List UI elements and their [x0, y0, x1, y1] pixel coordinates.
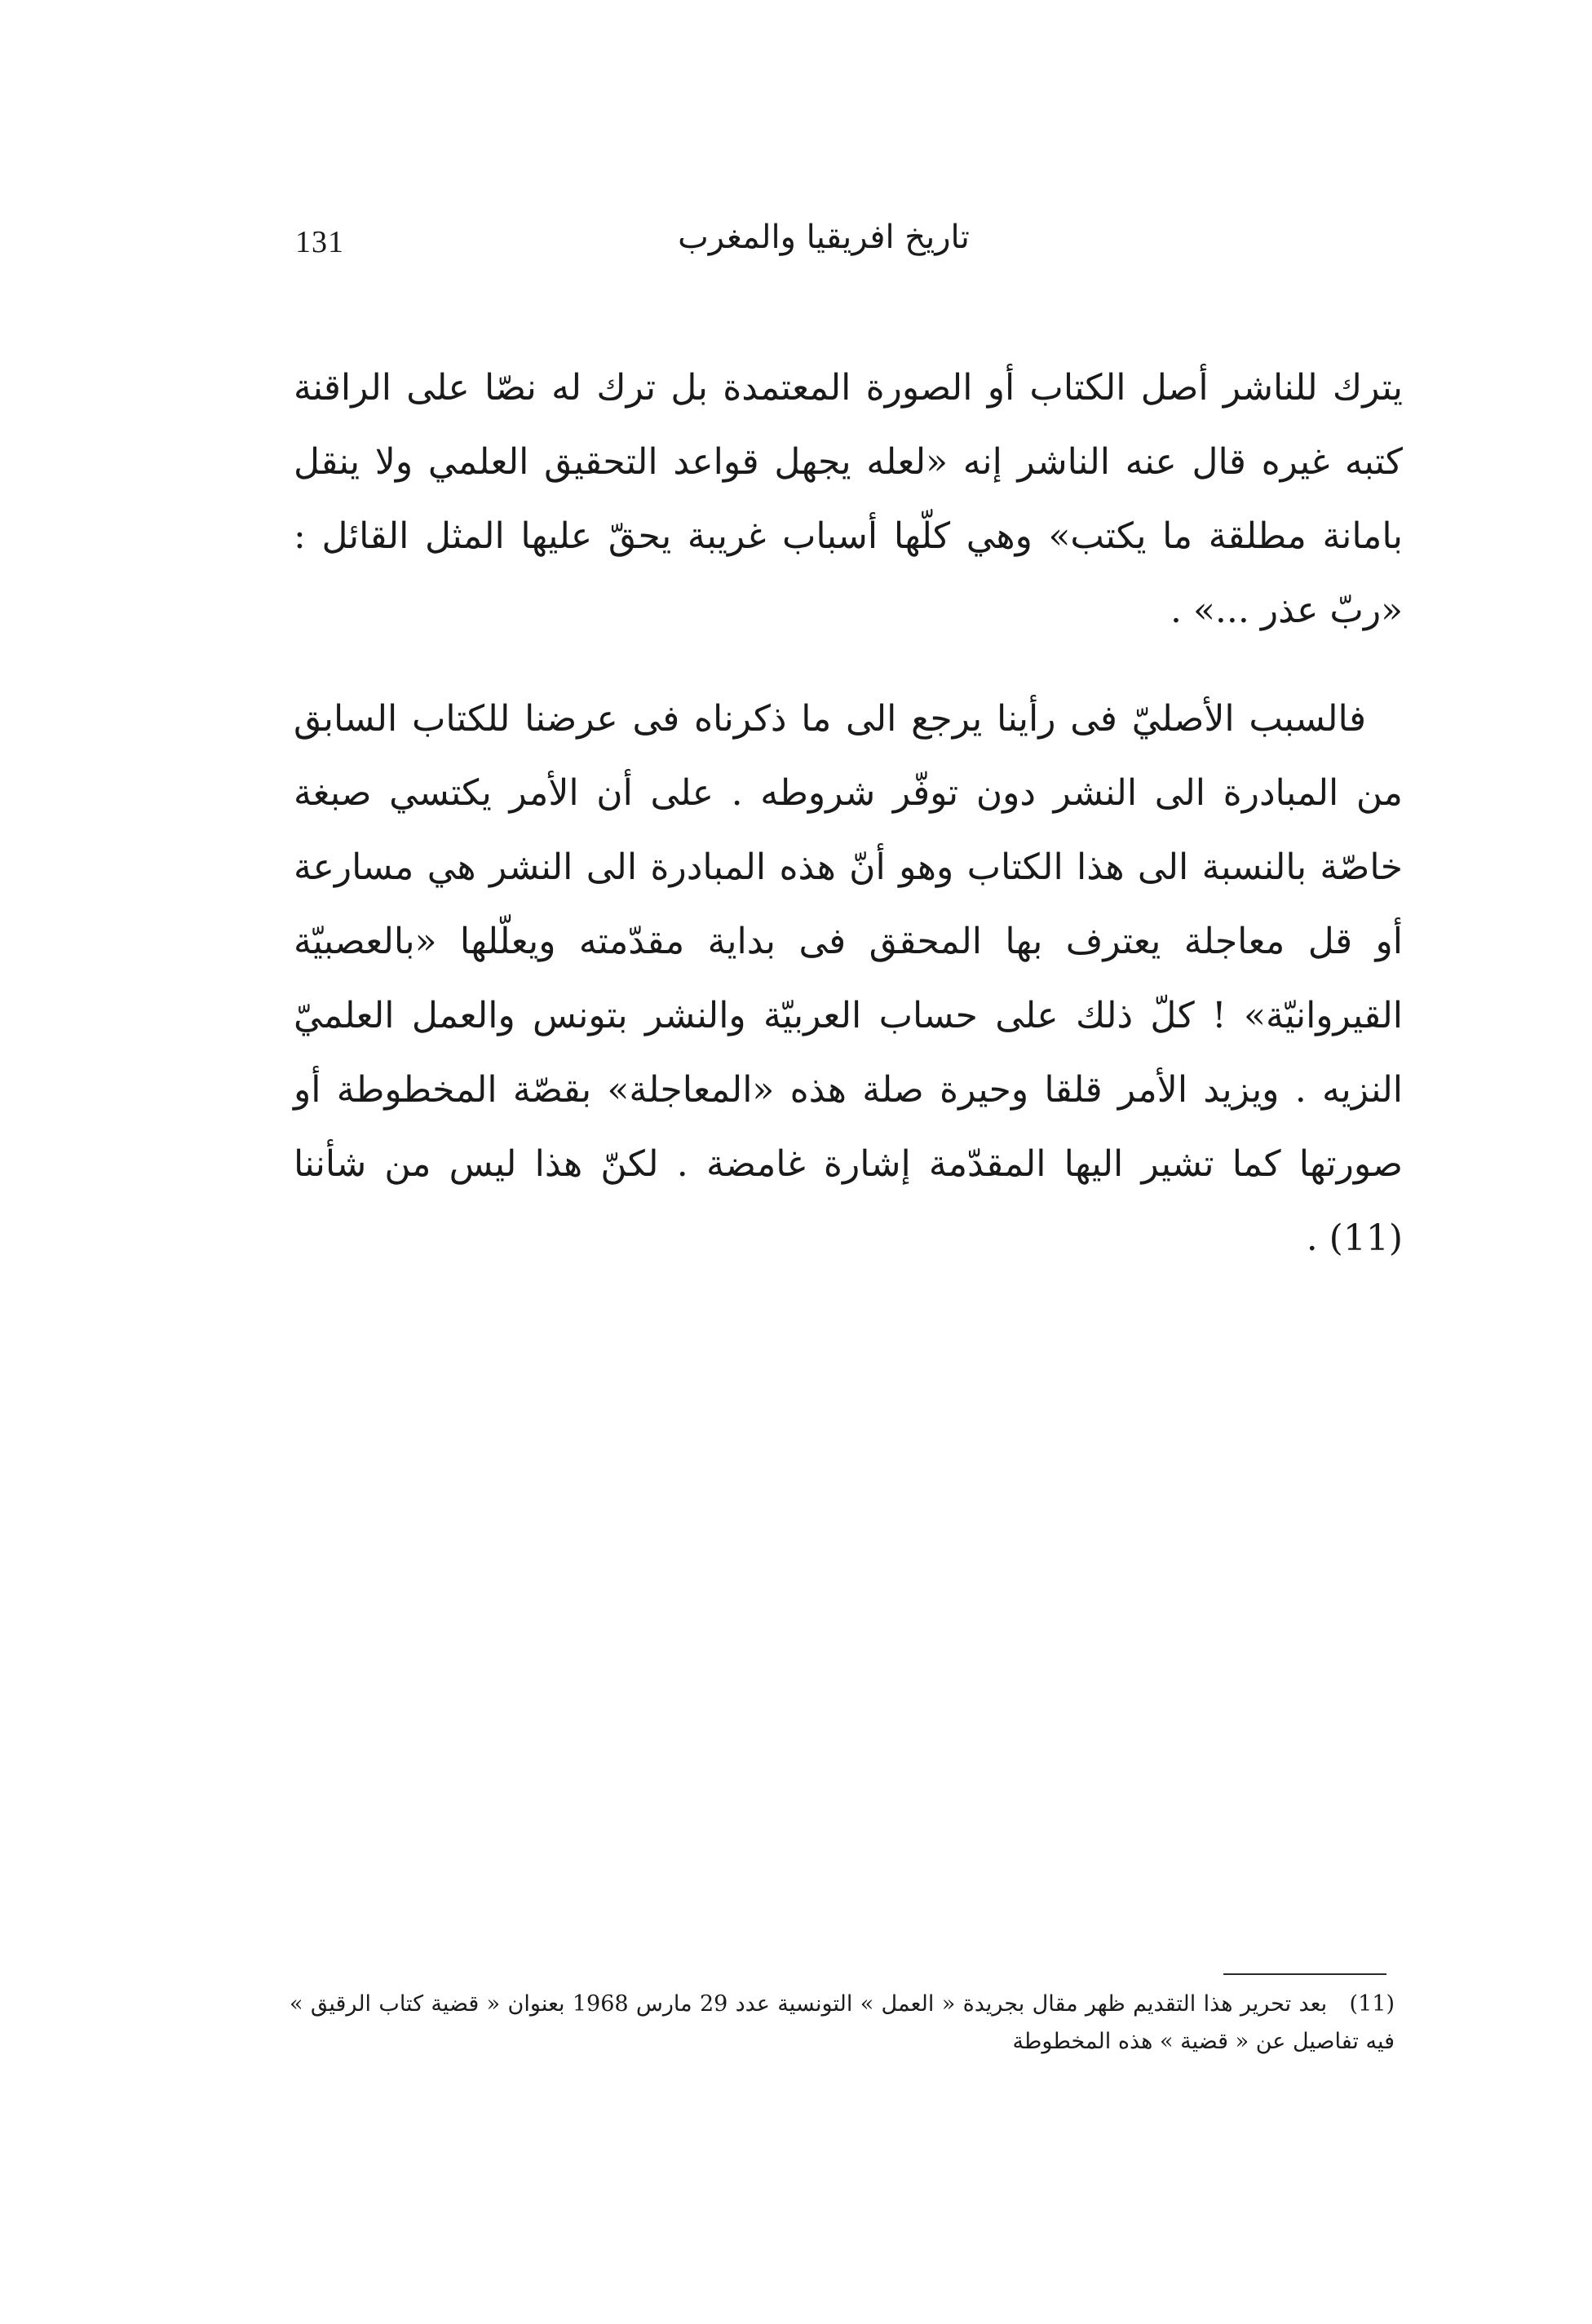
running-title: تاريخ افريقيا والمغرب [678, 219, 970, 256]
footnote-separator [1223, 1973, 1386, 1975]
footnote-text: بعد تحرير هذا التقديم ظهر مقال بجريدة « العمل » التونسية عدد 29 مارس 1968 بعنوان « قضية كتاب الرقيق » فيه تفاصيل عن « قضية » هذه المخطوطة [290, 1991, 1395, 2054]
page-number: 131 [295, 225, 344, 259]
paragraph: يترك للناشر أصل الكتاب أو الصورة المعتمدة بل ترك له نصّا على الراقنة كتبه غيره قال عنه الناشر إنه «لعله يجهل قواعد التحقيق العلمي ولا ينقل بامانة مطلقة ما يكتب» وهي كلّها أسباب غريبة يحقّ عليها المثل القائل : «ربّ عذر ...» . [294, 367, 1403, 631]
main-text [294, 351, 1403, 1275]
footnote [290, 1986, 1395, 2061]
footnote-marker: (11) [1349, 1991, 1395, 2017]
paragraph: فالسبب الأصليّ فى رأينا يرجع الى ما ذكرناه فى عرضنا للكتاب السابق من المبادرة الى النشر دون توفّر شروطه . على أن الأمر يكتسي صبغة خاصّة بالنسبة الى هذا الكتاب وهو أنّ هذه المبادرة الى النشر هي مسارعة أو قل معاجلة يعترف بها المحقق فى بداية مقدّمته ويعلّلها «بالعصبيّة القيروانيّة» ! كلّ ذلك على حساب العربيّة والنشر بتونس والعمل العلميّ النزيه . ويزيد الأمر قلقا وحيرة صلة هذه «المعاجلة» بقصّة المخطوطة أو صورتها كما تشير اليها المقدّمة إشارة غامضة . لكنّ هذا ليس من شأننا (11) . [294, 698, 1403, 1259]
